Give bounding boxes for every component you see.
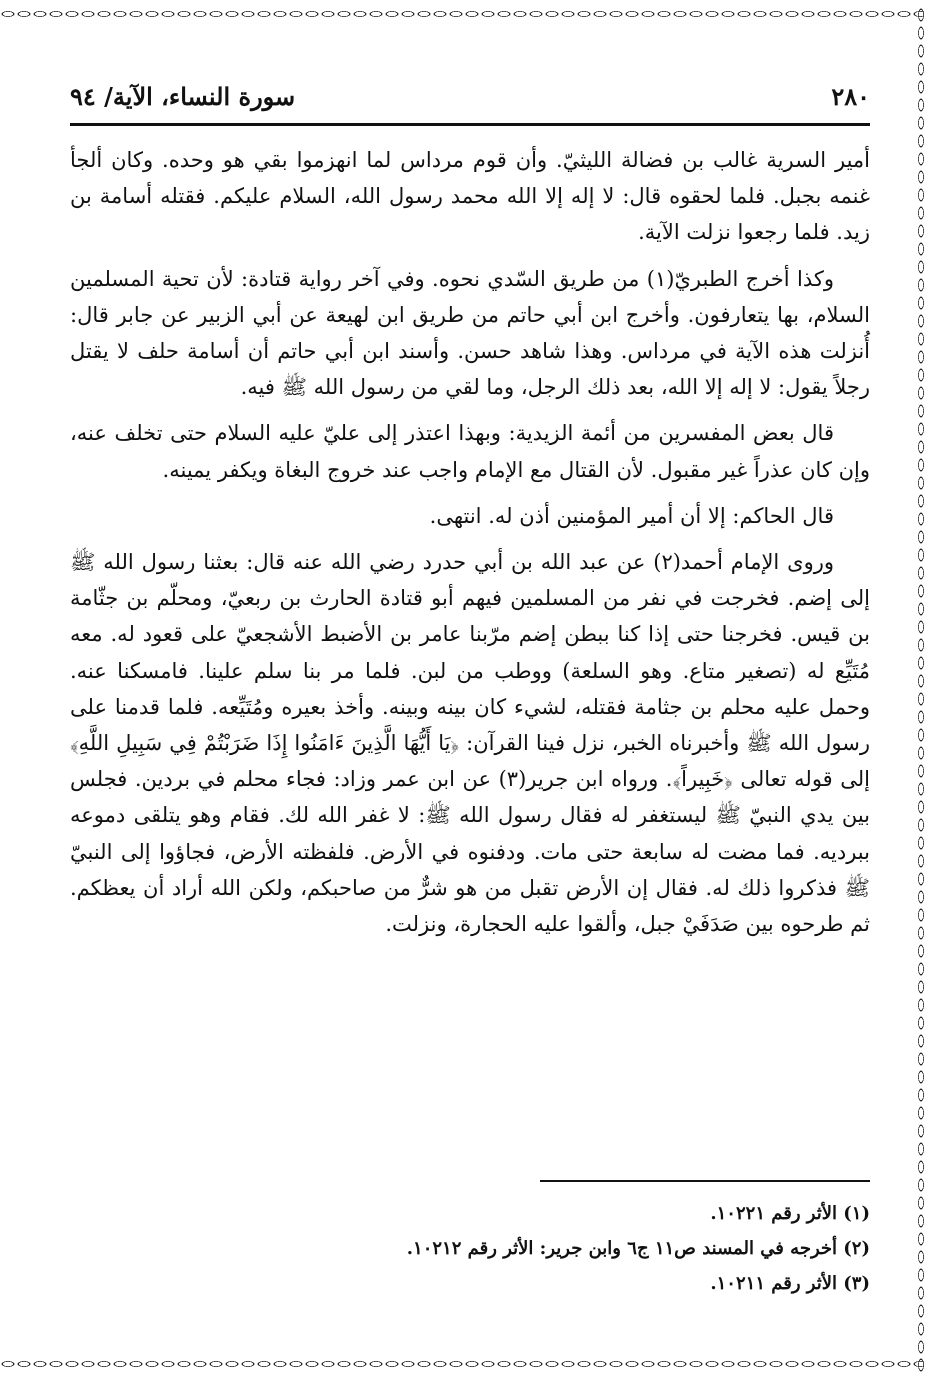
footnote-2: (٢) أخرجه في المسند ص١١ ج٦ وابن جرير: الأثر رقم ١٠٢١٢.: [406, 1238, 870, 1259]
body-text: [70, 142, 870, 952]
page-header: [70, 76, 870, 116]
footnote-3: (٣) الأثر رقم ١٠٢١١.: [710, 1273, 870, 1294]
footnote-1: (١) الأثر رقم ١٠٢٢١.: [710, 1203, 870, 1224]
paragraph-5: وروى الإمام أحمد(٢) عن عبد الله بن أبي حدرد رضي الله عنه قال: بعثنا رسول الله ﷺ إلى إضم. فخرجت في نفر من المسلمين فيهم أبو قتادة الحارث بن ربعيّ، ومحلّم بن جثّامة بن قيس. فخرجنا حتى إذا كنا ببطن إضم مرّبنا عامر بن الأضبط الأشجعيّ على قعود له. معه مُتَيِّع له (تصغير متاع. وهو السلعة) ووطب من لبن. فلما مر بنا سلم علينا. فامسكنا عنه. وحمل عليه محلم بن جثامة فقتله، لشيء كان بينه وبينه. وأخذ بعيره ومُتَيِّعه. فلما قدمنا على رسول الله ﷺ وأخبرناه الخبر، نزل فينا القرآن: ﴿يَا أَيُّهَا الَّذِينَ ءَامَنُوا إِذَا ضَرَبْتُمْ فِي سَبِيلِ اللَّهِ﴾ إلى قوله تعالى ﴿خَبِيراً﴾. ورواه ابن جرير(٣) عن ابن عمر وزاد: فجاء محلم في بردين. فجلس بين يدي النبيّ ﷺ ليستغفر له فقال رسول الله ﷺ: لا غفر الله لك. فقام وهو يتلقى دموعه ببرديه. فما مضت له سابعة حتى مات. ودفنوه في الأرض. فلفظته الأرض، فجاؤوا إلى النبيّ ﷺ فذكروا ذلك له. فقال إن الأرض تقبل من هو شرٌّ من صاحبكم، ولكن الله أراد أن يعظكم. ثم طرحوه بين صَدَفَيْ جبل، وألقوا عليه الحجارة، ونزلت.: [70, 550, 870, 937]
running-title: سورة النساء، الآية/ ٩٤: [70, 81, 296, 111]
paragraph-1: أمير السرية غالب بن فضالة الليثيّ. وأن قوم مرداس لما انهزموا بقي هو وحده. وكان ألجأ غنمه بجبل. فلما لحقوه قال: لا إله إلا الله محمد رسول الله، السلام عليكم. فقتله أسامة بن زيد. فلما رجعوا نزلت الآية.: [70, 148, 870, 245]
paragraph-4: قال الحاكم: إلا أن أمير المؤمنين أذن له. انتهى.: [429, 503, 834, 528]
ornamental-border-top: [0, 6, 924, 22]
header-rule: [70, 123, 870, 126]
footnotes: [70, 1196, 870, 1301]
page-number: ٢٨٠: [831, 81, 870, 111]
book-page: [70, 60, 870, 1340]
ornamental-border-right: [912, 6, 930, 1372]
ornamental-border-bottom: [0, 1356, 924, 1372]
footnote-rule: [540, 1180, 870, 1182]
paragraph-3: قال بعض المفسرين من أئمة الزيدية: وبهذا اعتذر إلى عليّ عليه السلام حتى تخلف عنه، وإن كان عذراً غير مقبول. لأن القتال مع الإمام واجب عند خروج البغاة ويكفر يمينه.: [70, 421, 870, 482]
paragraph-2: وكذا أخرج الطبريّ(١) من طريق السّدي نحوه. وفي آخر رواية قتادة: لأن تحية المسلمين السلام، بها يتعارفون. وأخرج ابن أبي حاتم من طريق ابن لهيعة عن أبي الزبير عن جابر قال: أُنزلت هذه الآية في مرداس. وهذا شاهد حسن. وأسند ابن أبي حاتم أن أسامة حلف لا يقتل رجلاً يقول: لا إله إلا الله، بعد ذلك الرجل، وما لقي من رسول الله ﷺ فيه.: [70, 266, 870, 400]
